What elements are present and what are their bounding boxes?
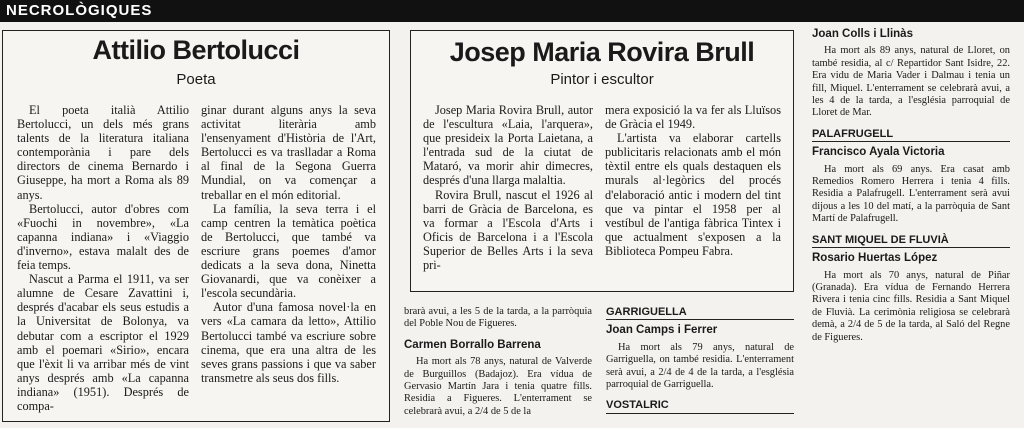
notice-text: Ha mort als 79 anys, natural de Garriguella, on també residia. L'enterrament serà avui, a 2/4 de 4 de la tarda, a l'església parroquial de Garriguella. <box>606 341 794 391</box>
obituary-name: Attilio Bertolucci <box>92 35 300 65</box>
paragraph: Autor d'una famosa novel·la en vers «La camara da letto», Attilio Bertolucci també va escriure sobre cinema, que era una altra de les seves grans passions i que va saber transmetre als seus dos fills. <box>201 300 376 385</box>
town-heading: PALAFRUGELL <box>812 128 1010 142</box>
notice-text: Ha mort als 78 anys, natural de Valverde de Burguillos (Badajoz). Era vídua de Gervasio Martín Jara i tenia quatre fills. Residia a Figueres. L'enterrament se celebrarà avui, a 2/4 de 5 de la <box>404 356 592 417</box>
deceased-name: Joan Colls i Llinàs <box>812 28 913 40</box>
section-banner <box>0 0 1024 22</box>
deceased-name: Joan Camps i Ferrer <box>606 324 718 337</box>
notice-text: Ha mort als 69 anys. Era casat amb Remedios Romero Herrera i tenia 4 fills. Residia a Palafrugell. L'enterrament serà avui dijous a les 10 del matí, a la parròquia de Sant Martí de Palafrugell. <box>812 163 1010 225</box>
paragraph: mera exposició la va fer als Lluïsos de Gràcia el 1949. <box>605 103 781 132</box>
paragraph: Josep Maria Rovira Brull, autor de l'escultura «Laia, l'arquera», que presideix la Porta Laietana, a l'entrada sud de la ciutat de Mataró, va morir ahir dimecres, després d'una llarga malaltia. <box>423 103 593 188</box>
obituary-rovira-brull <box>410 30 794 292</box>
obituary-bertolucci <box>2 30 390 422</box>
deceased-name: Rosario Huertas López <box>812 252 938 265</box>
paragraph: Bertolucci, autor d'obres com «Fuochi in novembre», «La capanna indiana» i «Viaggio d'inverno», estava malalt des de feia temps. <box>17 201 189 273</box>
town-heading: VOSTALRIC <box>606 399 794 413</box>
notice-text: brarà avui, a les 5 de la tarda, a la parròquia del Poble Nou de Figueres. <box>404 306 592 330</box>
death-notices-column-a <box>404 306 592 426</box>
paragraph: ginar durant alguns anys la seva activitat literària amb l'ensenyament d'Història de l'Art, Bertolucci es va traslladar a Roma al final de la Segona Guerra Mundial, on va començar a treballar en el món editorial. <box>201 103 376 202</box>
deceased-name: Francisco Ayala Victoria <box>812 146 945 159</box>
obituary-column-2 <box>201 103 376 385</box>
paragraph: Nascut a Parma el 1911, va ser alumne de Cesare Zavattini i, després d'acabar els seus estudis a la Universitat de Bolonya, va debutar com a escriptor el 1929 amb el poemari «Sirio», encara que l'èxit li va arribar més de vint anys després amb «La capanna indiana» (1951). Després de compa- <box>17 272 189 413</box>
obituary-name: Josep Maria Rovira Brull <box>449 37 755 67</box>
town-heading: SANT MIQUEL DE FLUVIÀ <box>812 234 1010 248</box>
notice-text: Ha mort als 89 anys, natural de Lloret, on també residia, al c/ Repartidor Sant Isidre, 22. Era vidu de Maria Vader i Dalmau i tenia un fill, Miquel. L'enterrament se celebrarà avui, a les 4 de la tarda, a l'església parroquial de Lloret de Mar. <box>812 45 1010 119</box>
paragraph: Rovira Brull, nascut el 1926 al barri de Gràcia de Barcelona, es va formar a l'Escola d'Arts i Oficis de Barcelona i a l'Escola Superior de Belles Arts i la seva pri- <box>423 187 593 273</box>
obituary-column-2 <box>605 103 781 258</box>
obituary-column-1 <box>423 103 593 272</box>
notice-text: Ha mort als 70 anys, natural de Piñar (Granada). Era vídua de Fernando Herrera Rivera i tenia cinc fills. Residia a Sant Miquel de Fluvià. La cerimònia religiosa se celebrarà demà, a 2/4 de 5 de la tarda, al Saló del Regne de Figueres. <box>812 269 1010 343</box>
paragraph: L'artista va elaborar cartells publicitaris relacionats amb el món tèxtil entre els quals destaquen els murals al·legòrics del procés d'elaboració antic i modern del tint que va pintar el 1958 per al vestíbul de l'antiga fàbrica Tintex i que actualment s'exposen a la Biblioteca Pompeu Fabra. <box>605 131 781 258</box>
section-title: NECROLÒGIQUES <box>6 2 153 19</box>
deceased-name: Carmen Borrallo Barrena <box>404 338 541 351</box>
obituary-role: Pintor i escultor <box>550 71 654 88</box>
death-notices-column-c <box>812 28 1010 426</box>
death-notices-column-b <box>606 306 794 426</box>
paragraph: La família, la seva terra i el camp centren la temàtica poètica de Bertolucci, que també va escriure grans poemes d'amor dedicats a la seva dona, Ninetta Giovanardi, que va conèixer a l'escola secundària. <box>201 201 376 301</box>
obituary-column-1 <box>17 103 189 413</box>
obituary-role: Poeta <box>176 71 216 88</box>
town-heading: GARRIGUELLA <box>606 306 794 320</box>
paragraph: El poeta italià Attilio Bertolucci, un dels més grans talents de la literatura italiana contemporània i pare dels directors de cinema Bernardo i Giuseppe, ha mort a Roma als 89 anys. <box>17 103 189 202</box>
